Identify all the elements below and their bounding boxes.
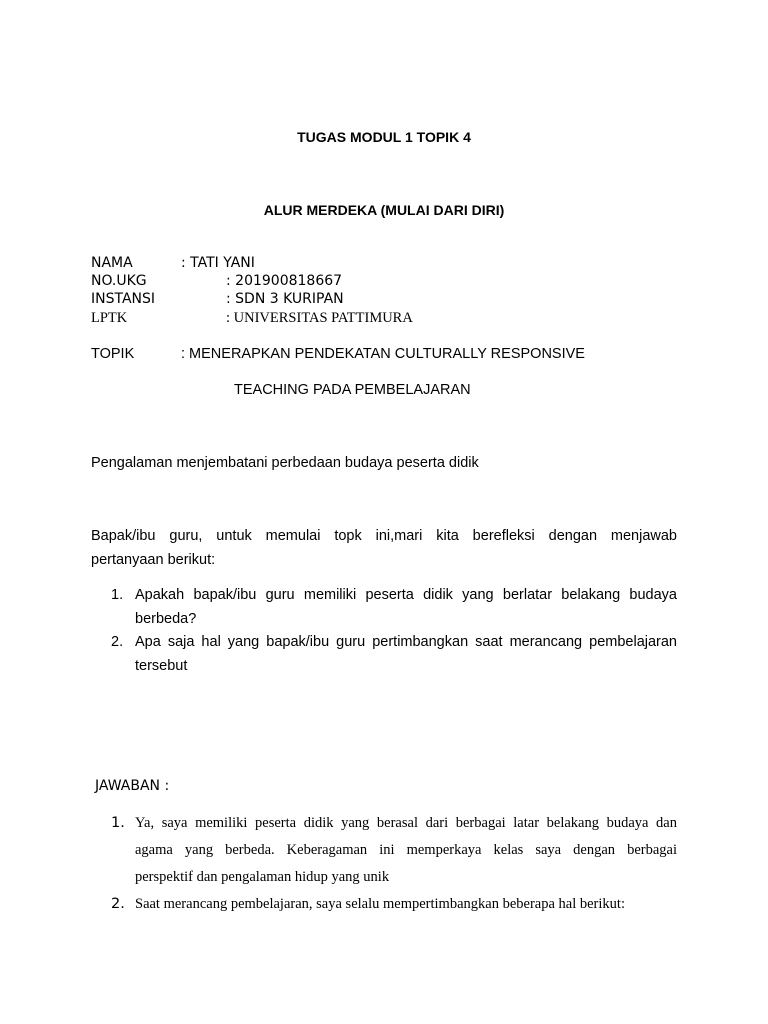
intro-line-2: pertanyaan berikut: [91,552,216,568]
answers-list [91,810,677,918]
page-subtitle: ALUR MERDEKA (MULAI DARI DIRI) [263,202,505,218]
question-number: 2. [111,634,124,650]
intro-paragraph [91,524,677,572]
answer-line: Ya, saya memiliki peserta didik yang berasal dari berbagai latar belakang budaya dan [135,815,677,831]
nama-value: : TATI YANI [181,255,255,271]
noukg-value: : 201900818667 [226,273,343,289]
question-line: tersebut [135,657,188,674]
list-item [91,891,677,918]
answer-heading: JAWABAN : [95,778,170,794]
topic-value-line1: : MENERAPKAN PENDEKATAN CULTURALLY RESPONSIVE [181,346,585,362]
list-item [91,584,677,631]
question-line: Apakah bapak/ibu guru memiliki peserta didik yang berlatar belakang budaya [135,587,677,603]
answer-number: 1. [111,815,125,831]
answer-number: 2. [111,896,125,912]
intro-line-1: Bapak/ibu guru, untuk memulai topk ini,mari kita berefleksi dengan menjawab [91,528,677,544]
topic-label: TOPIK [91,346,135,362]
section-heading: Pengalaman menjembatani perbedaan budaya peserta didik [91,455,479,471]
answer-line: Saat merancang pembelajaran, saya selalu mempertimbangkan beberapa hal berikut: [135,896,625,912]
lptk-label: LPTK [91,310,128,326]
instansi-value: : SDN 3 KURIPAN [226,291,344,307]
nama-label: NAMA [91,255,133,271]
question-line: Apa saja hal yang bapak/ibu guru pertimbangkan saat merancang pembelajaran [135,634,677,650]
answer-line: agama yang berbeda. Keberagaman ini memperkaya kelas saya dengan berbagai [135,842,677,858]
list-item [91,631,677,678]
noukg-label: NO.UKG [91,273,147,289]
topic-value-line2: TEACHING PADA PEMBELAJARAN [234,382,471,398]
lptk-value: : UNIVERSITAS PATTIMURA [226,310,413,326]
instansi-label: INSTANSI [91,291,156,307]
page-title: TUGAS MODUL 1 TOPIK 4 [297,129,471,145]
question-line: berbeda? [135,610,197,627]
question-number: 1. [111,587,124,603]
answer-line: perspektif dan pengalaman hidup yang unik [135,869,390,885]
list-item [91,810,677,891]
questions-list [91,584,677,678]
